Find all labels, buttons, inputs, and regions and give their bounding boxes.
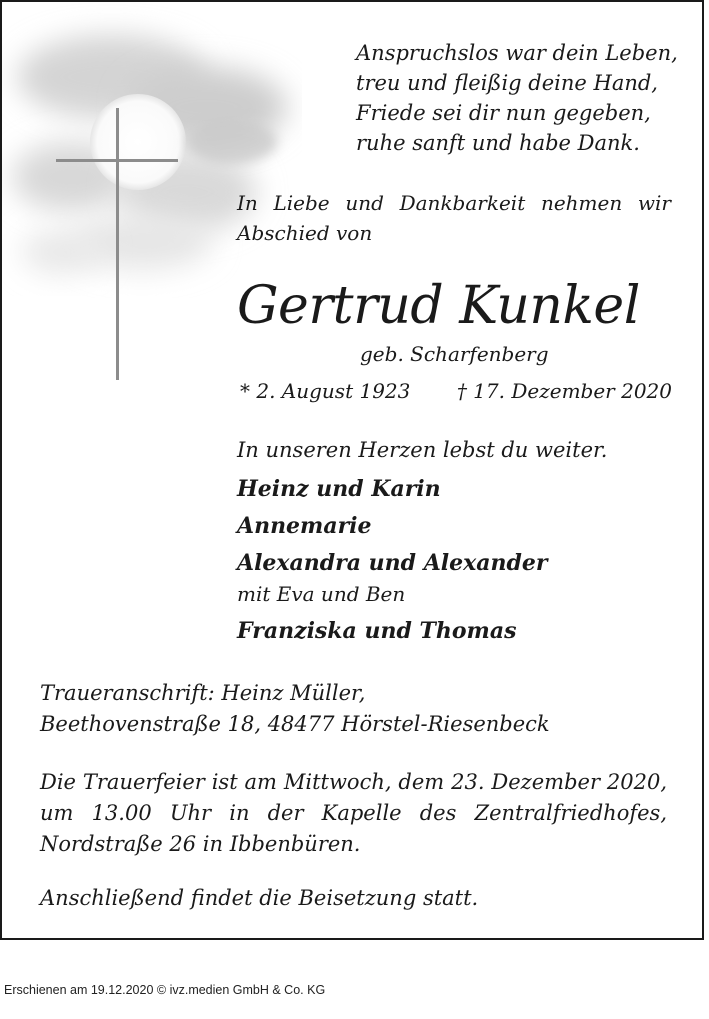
service-line: um 13.00 Uhr in der Kapelle des Zentralfriedhofes, bbox=[40, 801, 667, 825]
service-line: Die Trauerfeier ist am Mittwoch, dem 23. Dezember 2020, bbox=[40, 770, 667, 794]
sun-shape bbox=[90, 94, 186, 190]
burial-info: Anschließend findet die Beisetzung statt. bbox=[40, 886, 479, 910]
mourner-name: Franziska und Thomas bbox=[237, 618, 517, 644]
mourner-name: Annemarie bbox=[237, 513, 372, 539]
intro-line: Abschied von bbox=[237, 221, 373, 245]
birth-date: * 2. August 1923 bbox=[240, 379, 411, 403]
mourner-name: Alexandra und Alexander bbox=[237, 550, 548, 576]
poem-line: ruhe sanft und habe Dank. bbox=[356, 131, 640, 155]
poem-line: Anspruchslos war dein Leben, bbox=[356, 41, 678, 65]
deceased-name: Gertrud Kunkel bbox=[237, 276, 640, 336]
poem-verse bbox=[356, 38, 678, 158]
mourner-name: Heinz und Karin bbox=[237, 476, 441, 502]
remembrance-line: In unseren Herzen lebst du weiter. bbox=[237, 438, 608, 462]
address-line: Traueranschrift: Heinz Müller, bbox=[40, 681, 366, 705]
mourning-address bbox=[40, 678, 550, 740]
funeral-service-info bbox=[40, 767, 667, 860]
poem-line: Friede sei dir nun gegeben, bbox=[356, 101, 651, 125]
address-line: Beethovenstraße 18, 48477 Hörstel-Riesenbeck bbox=[40, 712, 550, 736]
death-date: † 17. Dezember 2020 bbox=[456, 379, 672, 403]
life-dates bbox=[240, 379, 672, 403]
intro-line: In Liebe und Dankbarkeit nehmen wir bbox=[237, 191, 671, 215]
birth-name: geb. Scharfenberg bbox=[360, 342, 549, 366]
mourner-children: mit Eva und Ben bbox=[237, 582, 406, 606]
farewell-intro bbox=[237, 188, 671, 248]
publication-footer: Erschienen am 19.12.2020 © ivz.medien GmbH & Co. KG bbox=[4, 983, 326, 997]
service-line: Nordstraße 26 in Ibbenbüren. bbox=[40, 832, 361, 856]
poem-line: treu und fleißig deine Hand, bbox=[356, 71, 658, 95]
